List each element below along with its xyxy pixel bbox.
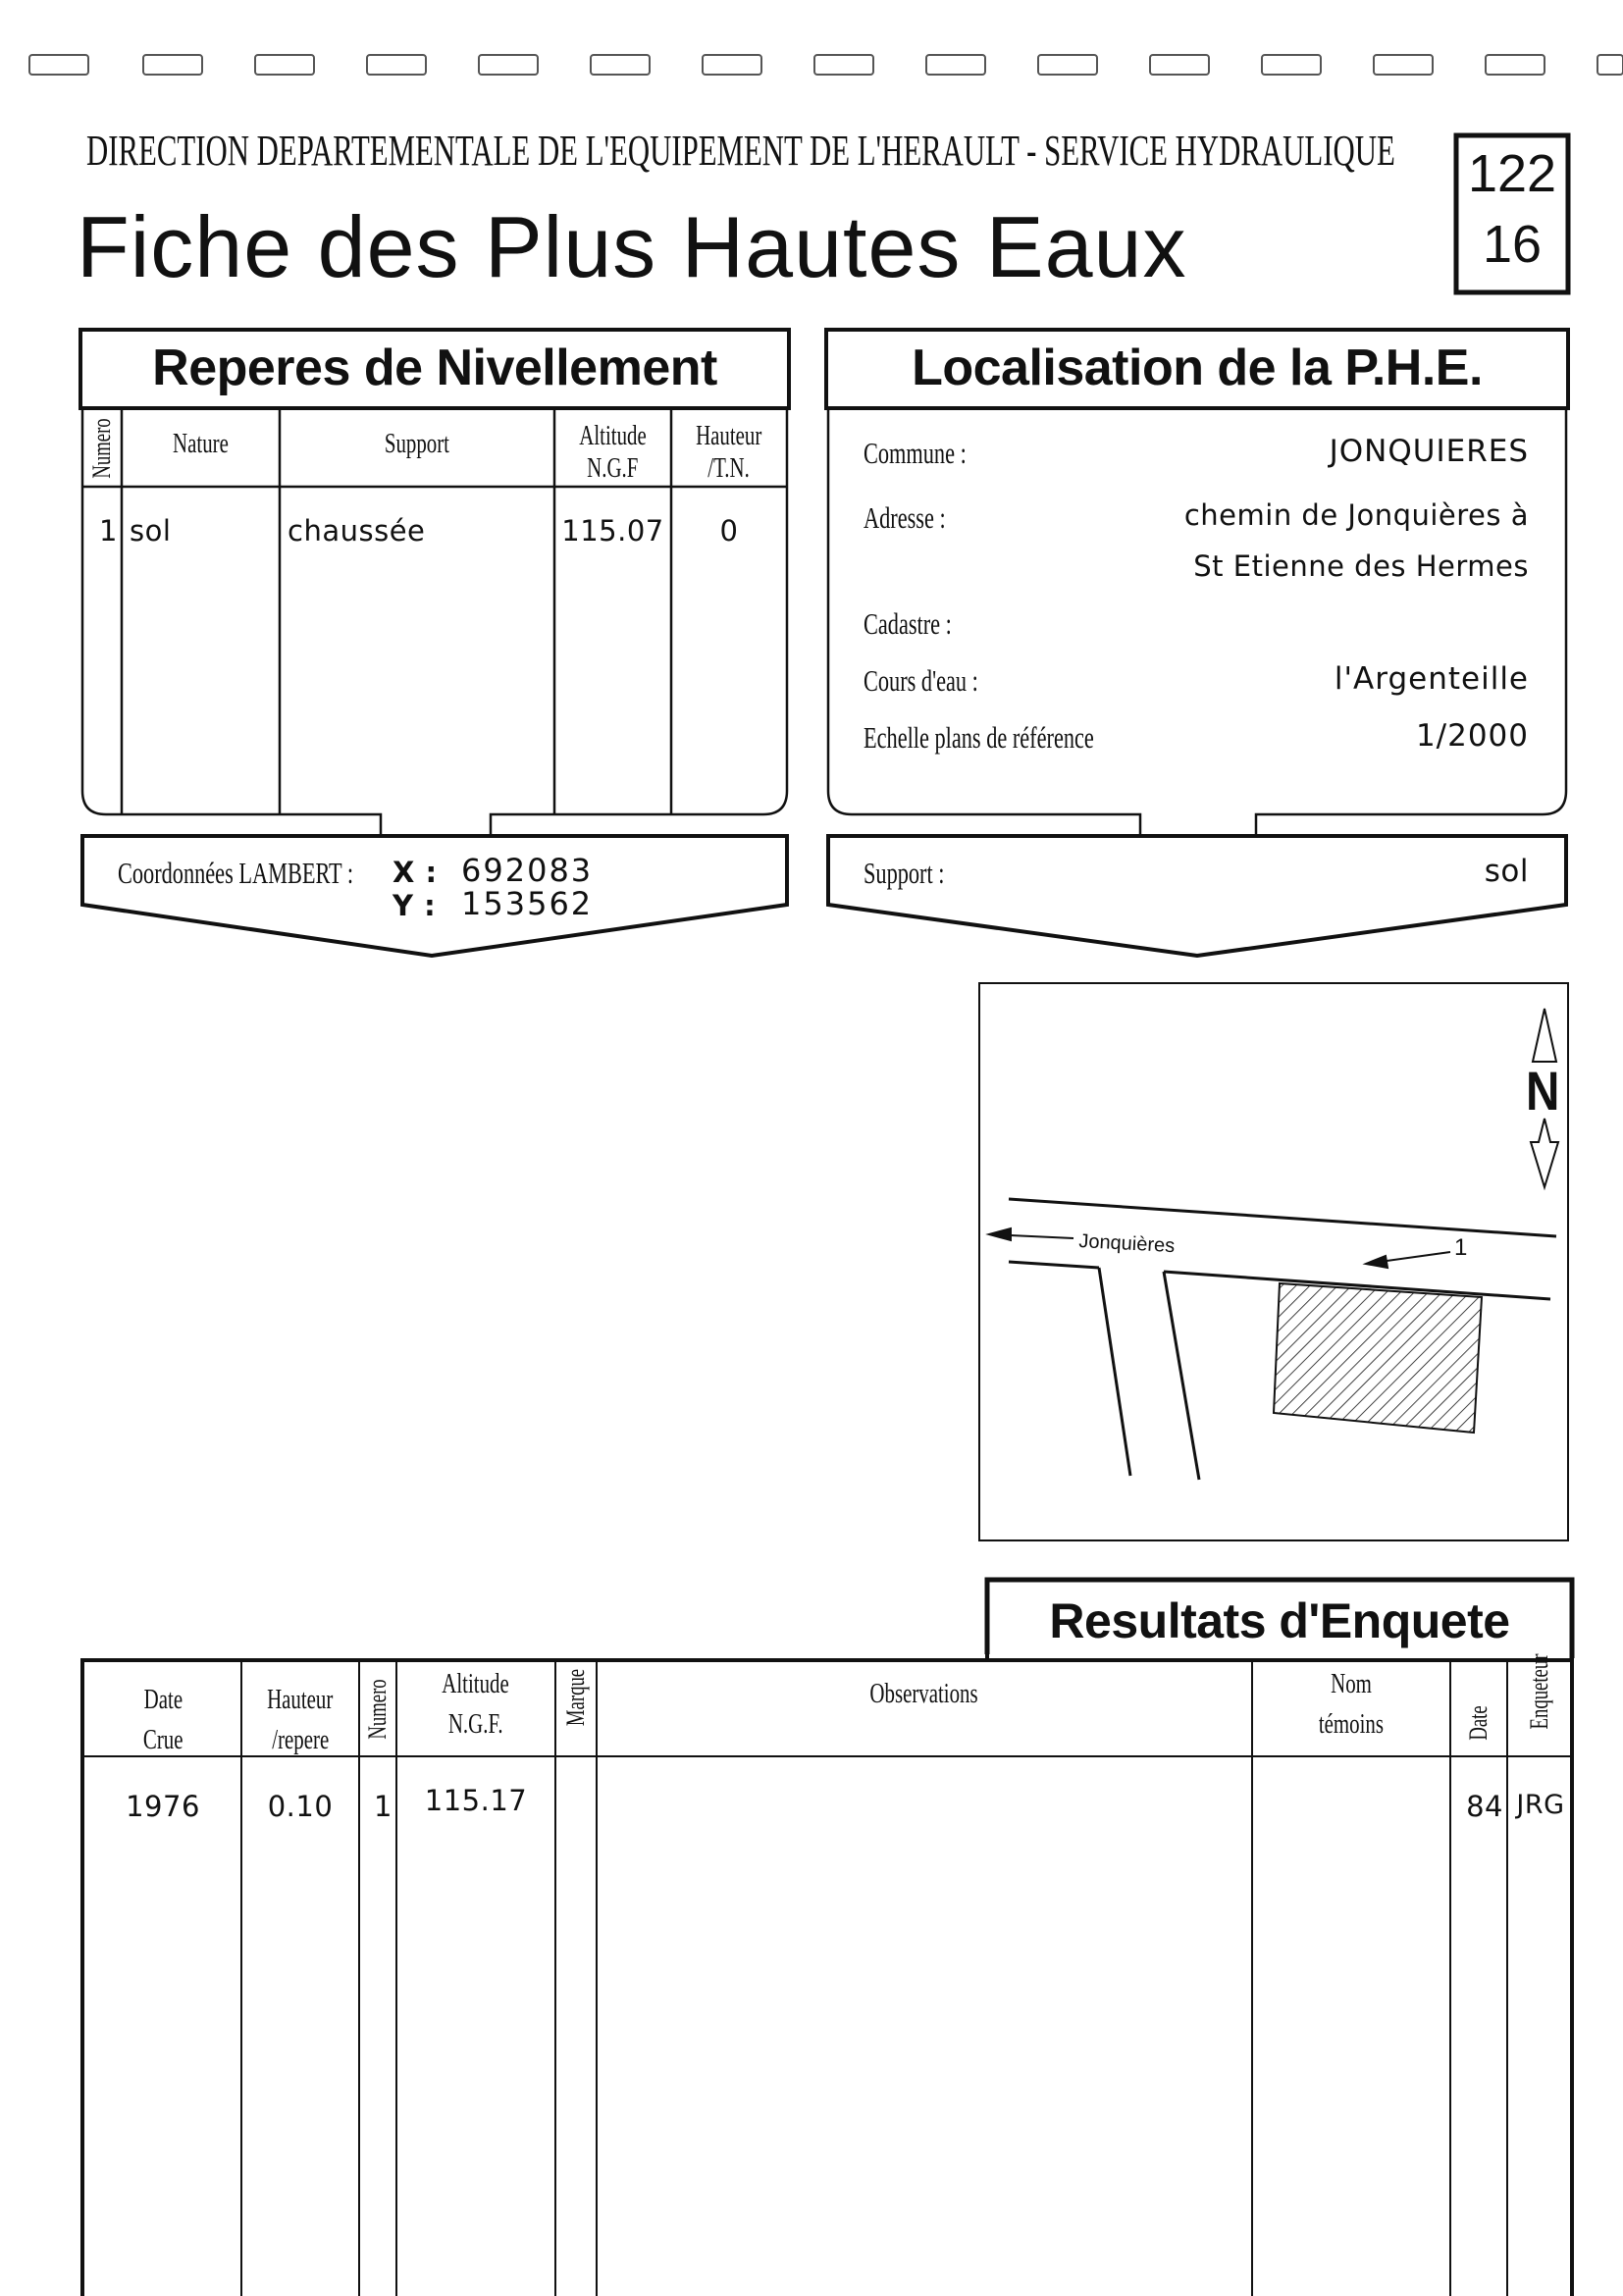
lambert-y-value: 153562 [461, 885, 594, 922]
lambert-y-label: Y : [393, 889, 437, 922]
hatched-parcel [1274, 1283, 1482, 1433]
cadastre-label: Cadastre : [864, 606, 952, 641]
page-title: Fiche des Plus Hautes Eaux [77, 198, 1187, 295]
row-altitude: 115.07 [561, 514, 664, 548]
localisation-title: Localisation de la P.H.E. [912, 339, 1483, 396]
lambert-x-value: 692083 [461, 852, 594, 889]
lambert-x-label: X : [393, 856, 438, 889]
res-date: 1976 [126, 1790, 200, 1823]
cours-value: l'Argenteille [1334, 661, 1529, 697]
adresse-line2: St Etienne des Hermes [1193, 549, 1529, 583]
commune-value: JONQUIERES [1329, 434, 1529, 469]
resultats-title: Resultats d'Enquete [1049, 1593, 1510, 1648]
plan-box [979, 983, 1568, 1540]
col-header-date-enquete: Date [1464, 1705, 1492, 1741]
support-label: Support : [864, 856, 945, 890]
sheet-number-top: 122 [1467, 144, 1557, 203]
reperes-title: Reperes de Nivellement [152, 339, 717, 396]
col-header-hauteur-repere: Hauteur /repere [267, 1684, 334, 1755]
binder-holes [29, 55, 1623, 75]
col-header-altitude: Altitude N.G.F [579, 420, 647, 485]
res-enqueteur: JRG [1516, 1790, 1565, 1820]
lambert-label: Coordonnées LAMBERT : [118, 856, 354, 890]
res-date-enquete: 84 [1466, 1790, 1503, 1823]
col-header-nom-temoins: Nom témoins [1318, 1668, 1385, 1740]
commune-label: Commune : [864, 436, 967, 470]
row-numero: 1 [99, 514, 118, 548]
col-header-marque: Marque [561, 1668, 590, 1727]
echelle-label: Echelle plans de référence [864, 720, 1094, 755]
echelle-value: 1/2000 [1415, 718, 1529, 754]
cours-label: Cours d'eau : [864, 663, 978, 698]
col-header-altitude: Altitude N.G.F. [442, 1668, 510, 1740]
col-header-hauteur: Hauteur /T.N. [696, 420, 762, 485]
adresse-line1: chemin de Jonquières à [1183, 498, 1529, 532]
row-support: chaussée [288, 514, 426, 548]
col-header-observations: Observations [869, 1678, 979, 1709]
res-altitude: 115.17 [424, 1784, 528, 1817]
res-numero: 1 [374, 1790, 393, 1823]
col-header-numero: Numero [87, 418, 116, 479]
col-header-enqueteur: Enqueteur [1525, 1653, 1553, 1730]
row-nature: sol [130, 514, 172, 548]
col-header-numero: Numero [363, 1679, 392, 1740]
col-header-support: Support [384, 428, 450, 459]
marker-label: 1 [1454, 1234, 1468, 1261]
north-label: N [1526, 1060, 1560, 1122]
org-header: DIRECTION DEPARTEMENTALE DE L'EQUIPEMENT DE L'HERAULT - SERVICE HYDRAULIQUE [86, 127, 1395, 175]
col-header-nature: Nature [173, 428, 229, 459]
res-hauteur: 0.10 [267, 1790, 334, 1823]
row-hauteur: 0 [719, 514, 739, 548]
support-value: sol [1484, 854, 1529, 889]
adresse-label: Adresse : [864, 500, 946, 535]
road-label: Jonquières [1077, 1230, 1176, 1258]
col-header-date-crue: Date Crue [142, 1684, 183, 1755]
sheet-number-bottom: 16 [1482, 215, 1543, 274]
